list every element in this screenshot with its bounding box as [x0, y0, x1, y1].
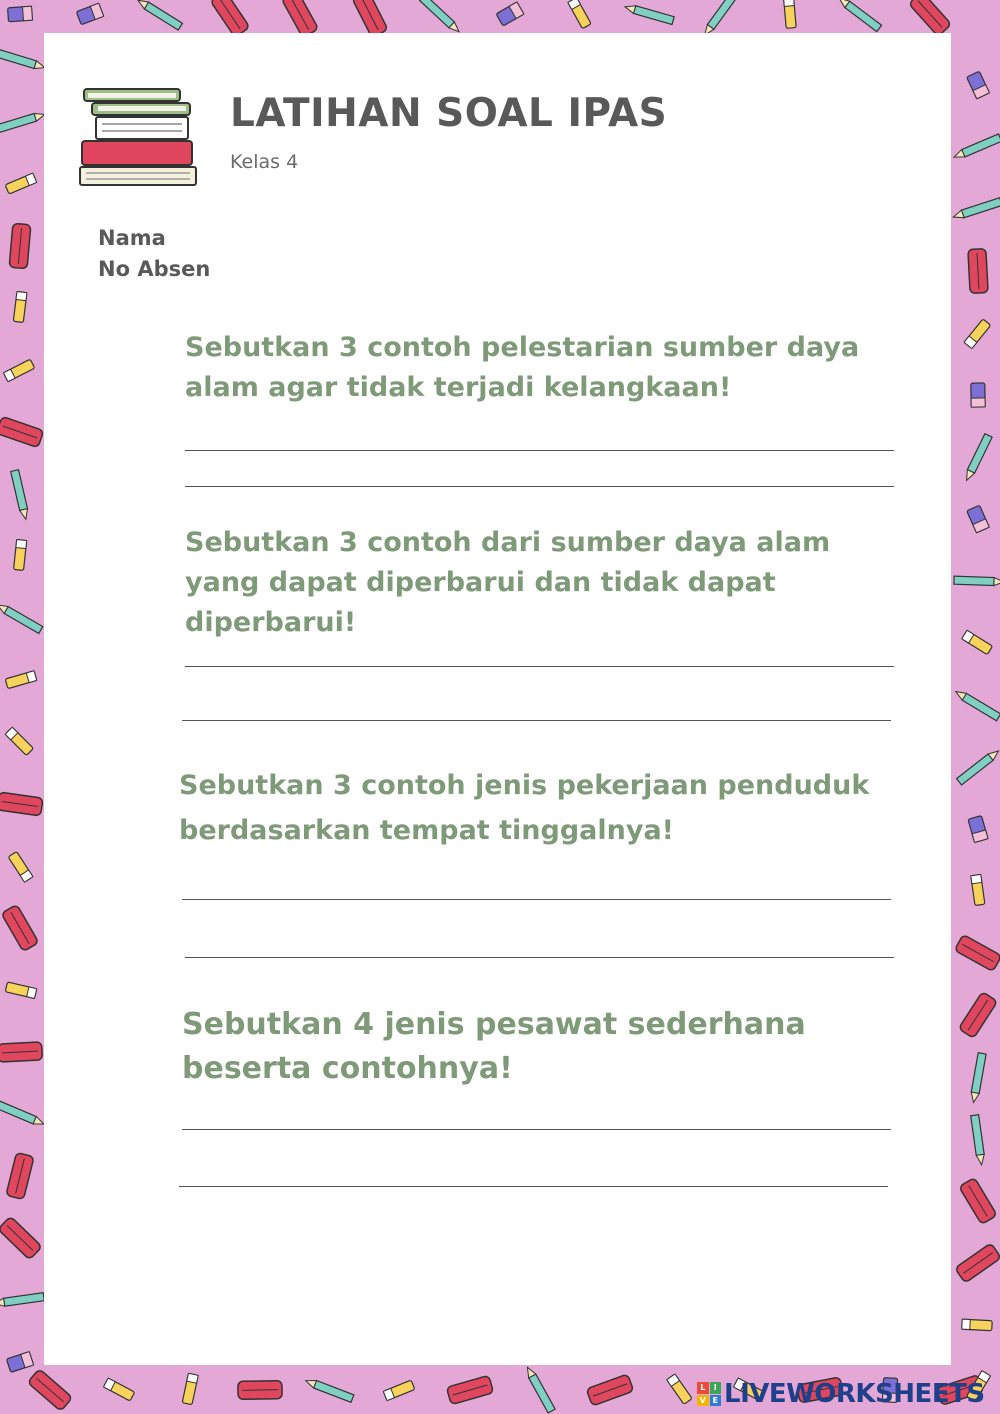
stationery-doodle-icon	[238, 1381, 282, 1400]
stationery-doodle-icon	[6, 1152, 34, 1199]
stationery-doodle-icon	[5, 727, 33, 755]
question-2-line-1: Sebutkan 3 contoh dari sumber daya alam	[185, 527, 831, 558]
answer-line-2b[interactable]	[182, 720, 891, 721]
stationery-doodle-icon	[0, 1042, 42, 1062]
stationery-doodle-icon	[964, 319, 991, 349]
stationery-doodle-icon	[0, 1216, 42, 1260]
answer-line-3b[interactable]	[185, 957, 894, 958]
badge-letter: V	[697, 1395, 709, 1407]
stationery-doodle-icon	[837, 0, 882, 32]
stationery-doodle-icon	[13, 292, 27, 323]
stationery-doodle-icon	[0, 1293, 44, 1308]
stationery-doodle-icon	[496, 2, 524, 26]
stationery-doodle-icon	[953, 134, 1000, 161]
worksheet-title: LATIHAN SOAL IPAS	[230, 91, 668, 136]
stationery-doodle-icon	[955, 1243, 1000, 1283]
stationery-doodle-icon	[962, 1319, 992, 1331]
question-1-line-2: alam agar tidak terjadi kelangkaan!	[185, 372, 732, 403]
stationery-doodle-icon	[281, 0, 318, 38]
question-4	[182, 1003, 902, 1091]
stationery-doodle-icon	[0, 602, 43, 634]
stationery-doodle-icon	[446, 1375, 493, 1404]
stationery-doodle-icon	[9, 223, 31, 268]
stationery-doodle-icon	[0, 1101, 45, 1128]
question-4-line-2: beserta contohnya!	[182, 1051, 513, 1086]
stationery-doodle-icon	[0, 416, 44, 447]
stationery-doodle-icon	[959, 1178, 997, 1225]
stationery-doodle-icon	[967, 505, 990, 533]
stationery-doodle-icon	[524, 1365, 555, 1413]
stationery-doodle-icon	[784, 0, 797, 28]
stationery-doodle-icon	[952, 198, 1000, 221]
question-3	[179, 763, 919, 853]
name-label: Nama	[98, 226, 166, 250]
stationery-doodle-icon	[1, 904, 39, 951]
stationery-doodle-icon	[210, 0, 250, 37]
books-stack-icon	[78, 87, 200, 187]
answer-line-4b[interactable]	[179, 1186, 888, 1187]
stationery-doodle-icon	[701, 0, 737, 37]
stationery-doodle-icon	[667, 1374, 692, 1404]
stationery-doodle-icon	[967, 71, 990, 99]
stationery-doodle-icon	[958, 992, 997, 1039]
stationery-doodle-icon	[586, 1374, 634, 1406]
stationery-doodle-icon	[962, 630, 993, 654]
stationery-doodle-icon	[0, 111, 46, 133]
answer-line-1b[interactable]	[185, 486, 894, 487]
liveworksheets-logo[interactable]	[697, 1380, 985, 1408]
stationery-doodle-icon	[624, 3, 674, 24]
badge-letter: E	[710, 1395, 722, 1407]
stationery-doodle-icon	[76, 3, 103, 25]
badge-letter: I	[710, 1382, 722, 1394]
stationery-doodle-icon	[568, 0, 591, 29]
stationery-doodle-icon	[0, 792, 43, 816]
stationery-doodle-icon	[8, 852, 33, 883]
badge-letter: L	[697, 1382, 709, 1394]
stationery-doodle-icon	[971, 1115, 986, 1166]
question-4-line-1: Sebutkan 4 jenis pesawat sederhana	[182, 1007, 806, 1042]
stationery-doodle-icon	[5, 671, 37, 689]
stationery-doodle-icon	[5, 173, 37, 194]
stationery-doodle-icon	[420, 0, 462, 35]
answer-line-2a[interactable]	[185, 666, 894, 667]
stationery-doodle-icon	[954, 688, 1000, 721]
stationery-doodle-icon	[136, 0, 183, 30]
stationery-doodle-icon	[0, 49, 46, 71]
stationery-doodle-icon	[5, 982, 36, 998]
question-2-line-3: diperbarui!	[185, 607, 357, 638]
stationery-doodle-icon	[968, 816, 988, 843]
stationery-doodle-icon	[971, 383, 985, 407]
stationery-doodle-icon	[14, 540, 27, 571]
stationery-doodle-icon	[27, 1369, 72, 1411]
answer-line-3a[interactable]	[182, 899, 891, 900]
answer-line-4a[interactable]	[182, 1129, 891, 1130]
stationery-doodle-icon	[8, 6, 33, 22]
stationery-doodle-icon	[968, 249, 988, 294]
stationery-doodle-icon	[3, 359, 34, 382]
class-subtitle: Kelas 4	[230, 151, 299, 173]
stationery-doodle-icon	[954, 576, 1000, 586]
question-3-line-2: berdasarkan tempat tinggalnya!	[179, 815, 674, 846]
stationery-doodle-icon	[957, 748, 1000, 785]
stationery-doodle-icon	[954, 934, 1000, 971]
stationery-doodle-icon	[971, 874, 985, 905]
worksheet-page	[44, 33, 951, 1365]
stationery-doodle-icon	[970, 1053, 987, 1104]
question-2-line-2: yang dapat diperbarui dan tidak dapat	[185, 567, 776, 598]
stationery-doodle-icon	[6, 1352, 33, 1373]
stationery-doodle-icon	[909, 0, 952, 36]
stationery-doodle-icon	[383, 1380, 415, 1401]
absen-label: No Absen	[98, 257, 211, 281]
question-3-line-1: Sebutkan 3 contoh jenis pekerjaan penduduk	[179, 770, 870, 801]
stationery-doodle-icon	[182, 1373, 198, 1404]
question-1	[185, 328, 905, 408]
liveworksheets-text: LIVEWORKSHEETS	[724, 1379, 985, 1409]
stationery-doodle-icon	[304, 1377, 354, 1402]
stationery-doodle-icon	[963, 434, 992, 482]
question-1-line-1: Sebutkan 3 contoh pelestarian sumber daya	[185, 332, 860, 363]
stationery-doodle-icon	[104, 1378, 135, 1401]
stationery-doodle-icon	[11, 470, 30, 521]
answer-line-1a[interactable]	[185, 450, 894, 451]
question-2	[185, 523, 905, 643]
liveworksheets-badge-icon	[697, 1382, 721, 1406]
